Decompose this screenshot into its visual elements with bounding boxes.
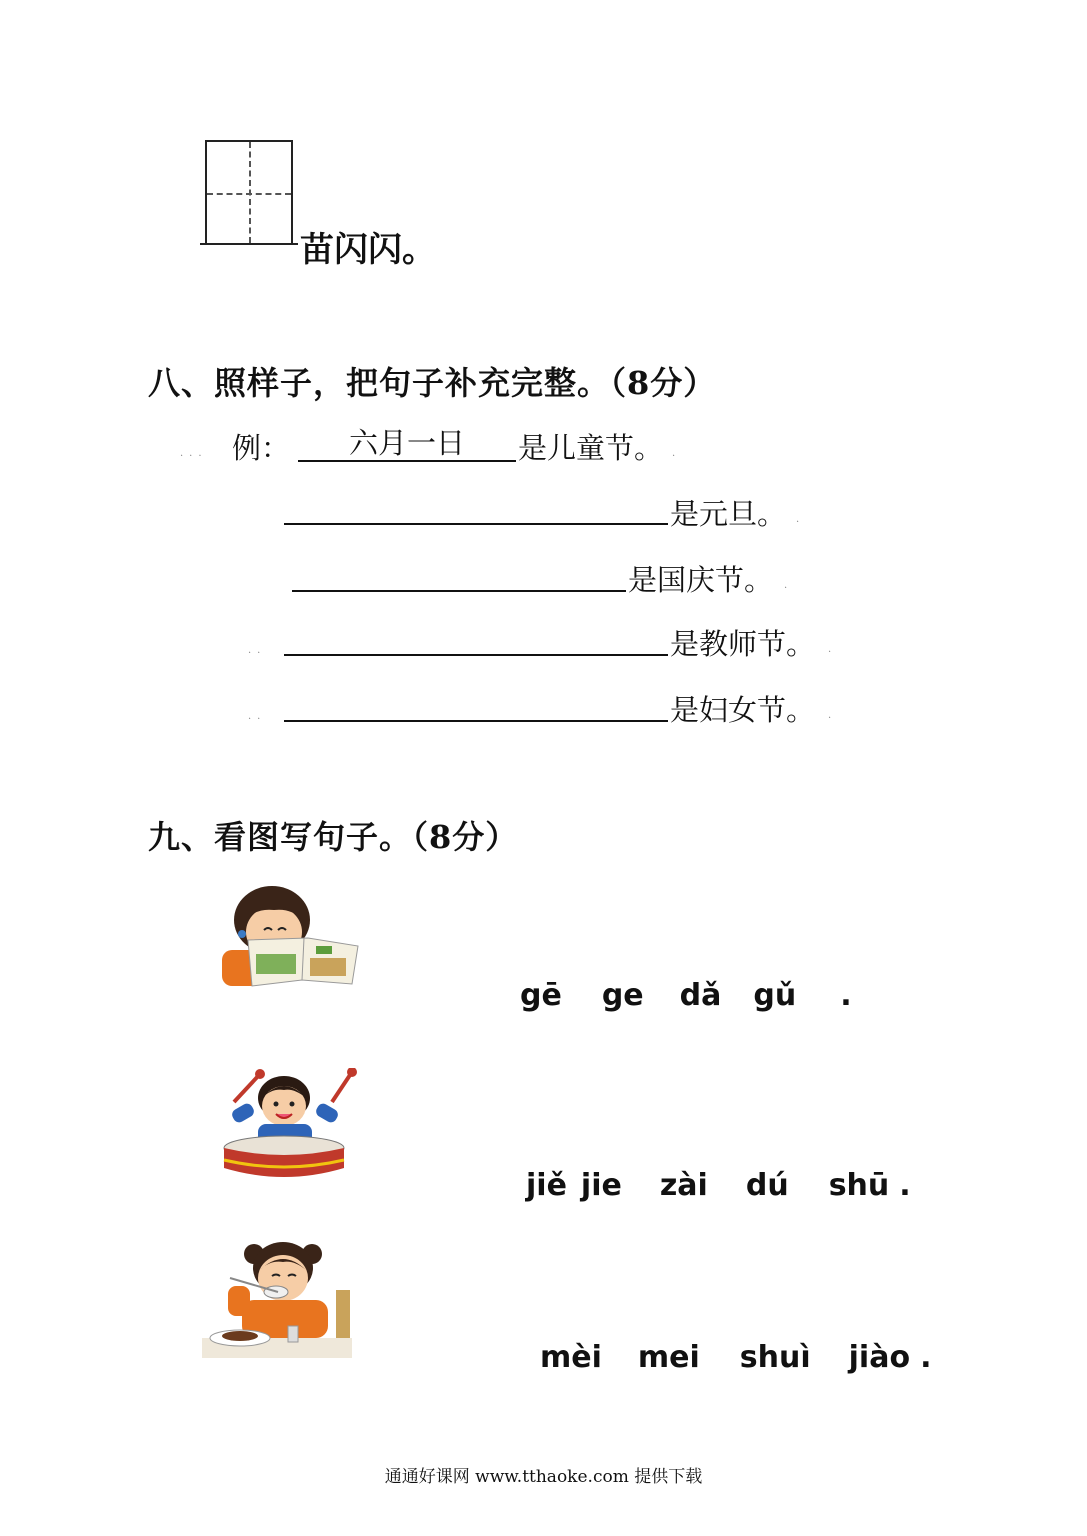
blank-3-suffix: 是教师节。: [670, 627, 816, 661]
dot-marks: ..: [248, 645, 267, 656]
girl-reading-illustration: [212, 880, 360, 990]
pinyin-period: .: [840, 978, 852, 1013]
writing-grid-box[interactable]: [205, 140, 293, 245]
blank-4-suffix: 是妇女节。: [670, 693, 816, 727]
pinyin-syllable: shuì: [739, 1340, 811, 1375]
dot-marks: ...: [180, 448, 208, 459]
answer-blank-1[interactable]: [284, 523, 668, 525]
pinyin-syllable: jiě: [526, 1168, 567, 1203]
pinyin-syllable: zài: [659, 1168, 708, 1203]
grid-horizontal-guide: [207, 193, 291, 195]
pinyin-syllable: mei: [637, 1340, 700, 1375]
dot-marks: .: [784, 580, 794, 591]
blank-1-suffix: 是元旦。: [670, 497, 787, 531]
pinyin-syllable: jiào: [848, 1340, 911, 1375]
pinyin-period: .: [920, 1340, 932, 1375]
boy-drumming-illustration: [212, 1068, 364, 1180]
blank-2-suffix: 是国庆节。: [628, 563, 774, 597]
dot-marks: .: [672, 448, 682, 459]
pinyin-syllable: jie: [580, 1168, 622, 1203]
pinyin-period: .: [899, 1168, 911, 1203]
section-8-title: 八、照样子，把句子补充完整。（8分）: [148, 364, 717, 402]
answer-blank-2[interactable]: [292, 590, 626, 592]
girl-eating-illustration: [200, 1230, 356, 1360]
example-answer: 六月一日: [298, 426, 516, 462]
pinyin-syllable: ge: [601, 978, 644, 1013]
pinyin-sentence-1: [520, 978, 852, 1013]
dot-marks: .: [828, 644, 838, 655]
pinyin-sentence-2: [526, 1168, 911, 1203]
pinyin-syllable: gē: [520, 978, 562, 1013]
sentence-fragment: 苗闪闪。: [300, 230, 436, 270]
dot-marks: ..: [248, 711, 267, 722]
pinyin-syllable: mèi: [540, 1340, 602, 1375]
pinyin-sentence-3: [540, 1340, 931, 1375]
grid-baseline: [200, 243, 298, 245]
pinyin-syllable: dǎ: [679, 978, 722, 1013]
answer-blank-3[interactable]: [284, 654, 668, 656]
pinyin-syllable: dú: [745, 1168, 789, 1203]
section-9-title: 九、看图写句子。（8分）: [148, 818, 519, 856]
dot-marks: .: [828, 710, 838, 721]
footer-source: 通通好课网 www.tthaoke.com 提供下载: [384, 1467, 703, 1487]
pinyin-syllable: shū: [828, 1168, 890, 1203]
answer-blank-4[interactable]: [284, 720, 668, 722]
example-suffix: 是儿童节。: [518, 431, 664, 465]
dot-marks: .: [796, 514, 806, 525]
example-label: 例：: [232, 431, 291, 465]
pinyin-syllable: gǔ: [753, 978, 797, 1013]
